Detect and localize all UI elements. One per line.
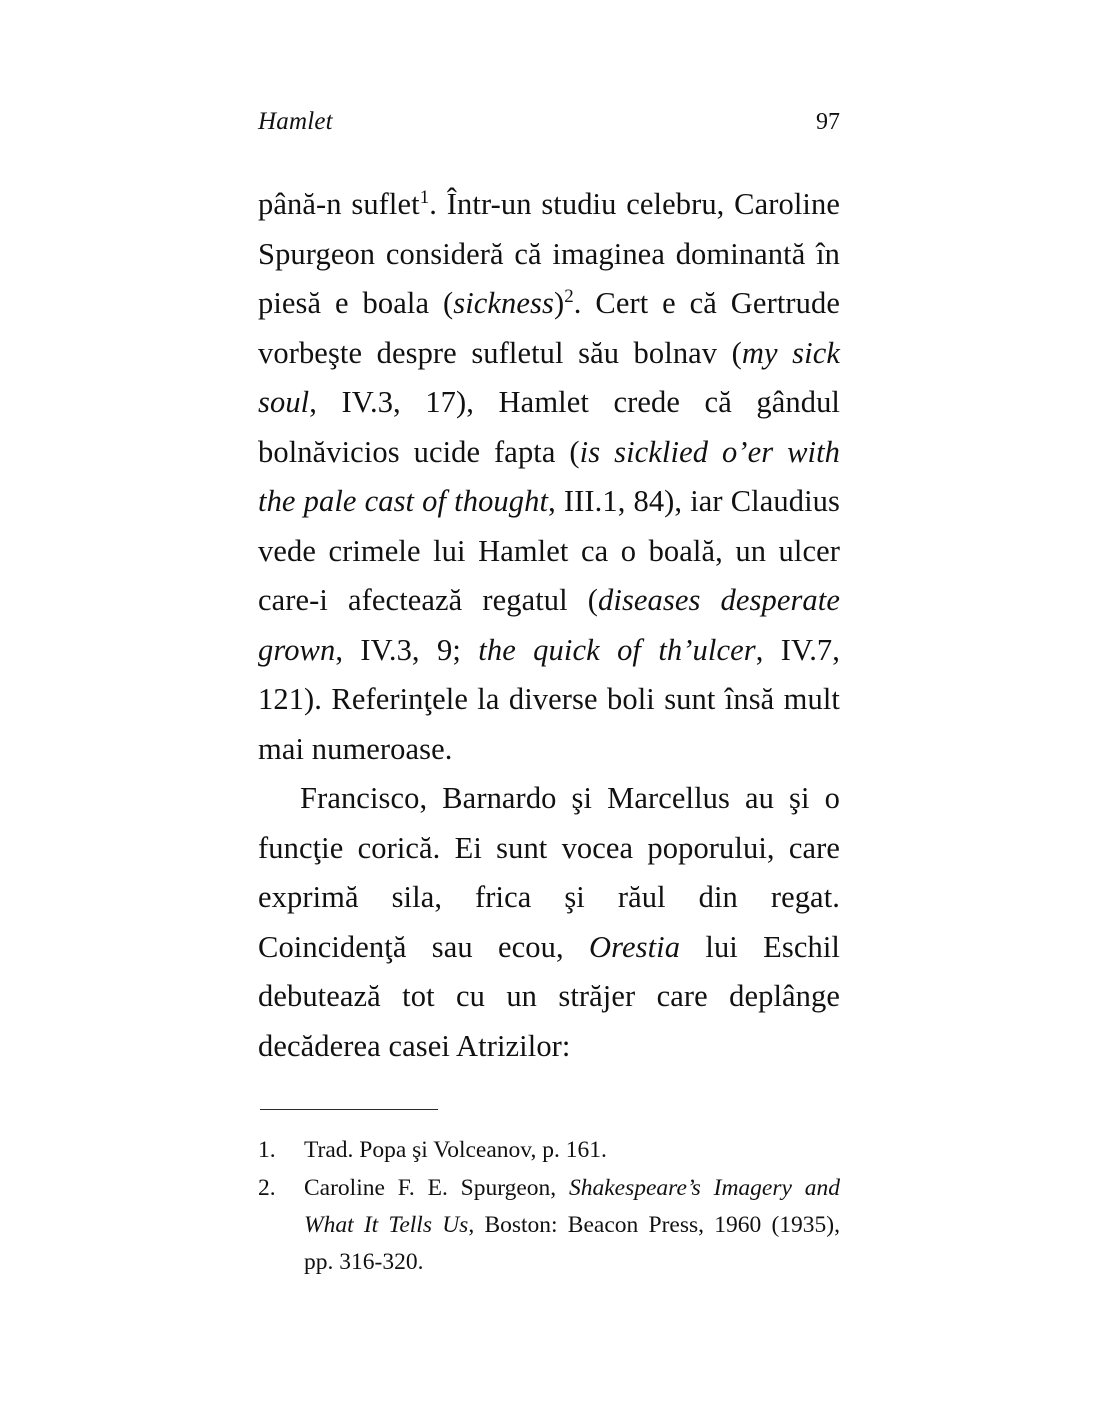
footnote-number: 2.	[258, 1175, 276, 1201]
paragraph: până-n suflet$^1$. Într-un studiu celebru, Caroline Spurgeon consideră că imaginea dominantă în piesă e boala (sickness)$^2$. Cert e că Gertrude vorbeşte despre sufletul său bolnav (my sick soul, IV.3, 17), Hamlet crede că gândul bolnăvicios ucide fapta (is sicklied o’er with the pale cast of thought, III.1, 84), iar Claudius vede crimele lui Hamlet ca o boală, un ulcer care-i afectează regatul (diseases desperate grown, IV.3, 9; the quick of th’ulcer, IV.7, 121). Referinţele la diverse boli sunt însă mult mai numeroase.	[258, 186, 841, 766]
footnote-item	[258, 1132, 840, 1169]
page-content	[258, 108, 840, 1282]
footnote-item	[258, 1170, 840, 1281]
page-number: 97	[816, 109, 840, 135]
footnote-text: Caroline F. E. Spurgeon, Shakespeare’s Imagery and What It Tells Us, Boston: Beacon Press, 1960 (1935), pp. 316-320.	[304, 1175, 840, 1275]
running-head	[258, 108, 840, 136]
footnote-separator-rule	[260, 1109, 438, 1110]
paragraph: Francisco, Barnardo şi Marcellus au şi o funcţie corică. Ei sunt vocea poporului, care exprimă sila, frica şi răul din regat. Coincidenţă sau ecou, Orestia lui Eschil debutează tot cu un străjer care deplânge decăderea casei Atrizilor:	[258, 781, 840, 1063]
running-head-title: Hamlet	[258, 108, 333, 135]
footnote-number: 1.	[258, 1137, 276, 1163]
body-text	[258, 180, 840, 1071]
footnote-list	[258, 1132, 840, 1281]
footnote-text: Trad. Popa şi Volceanov, p. 161.	[304, 1137, 607, 1163]
